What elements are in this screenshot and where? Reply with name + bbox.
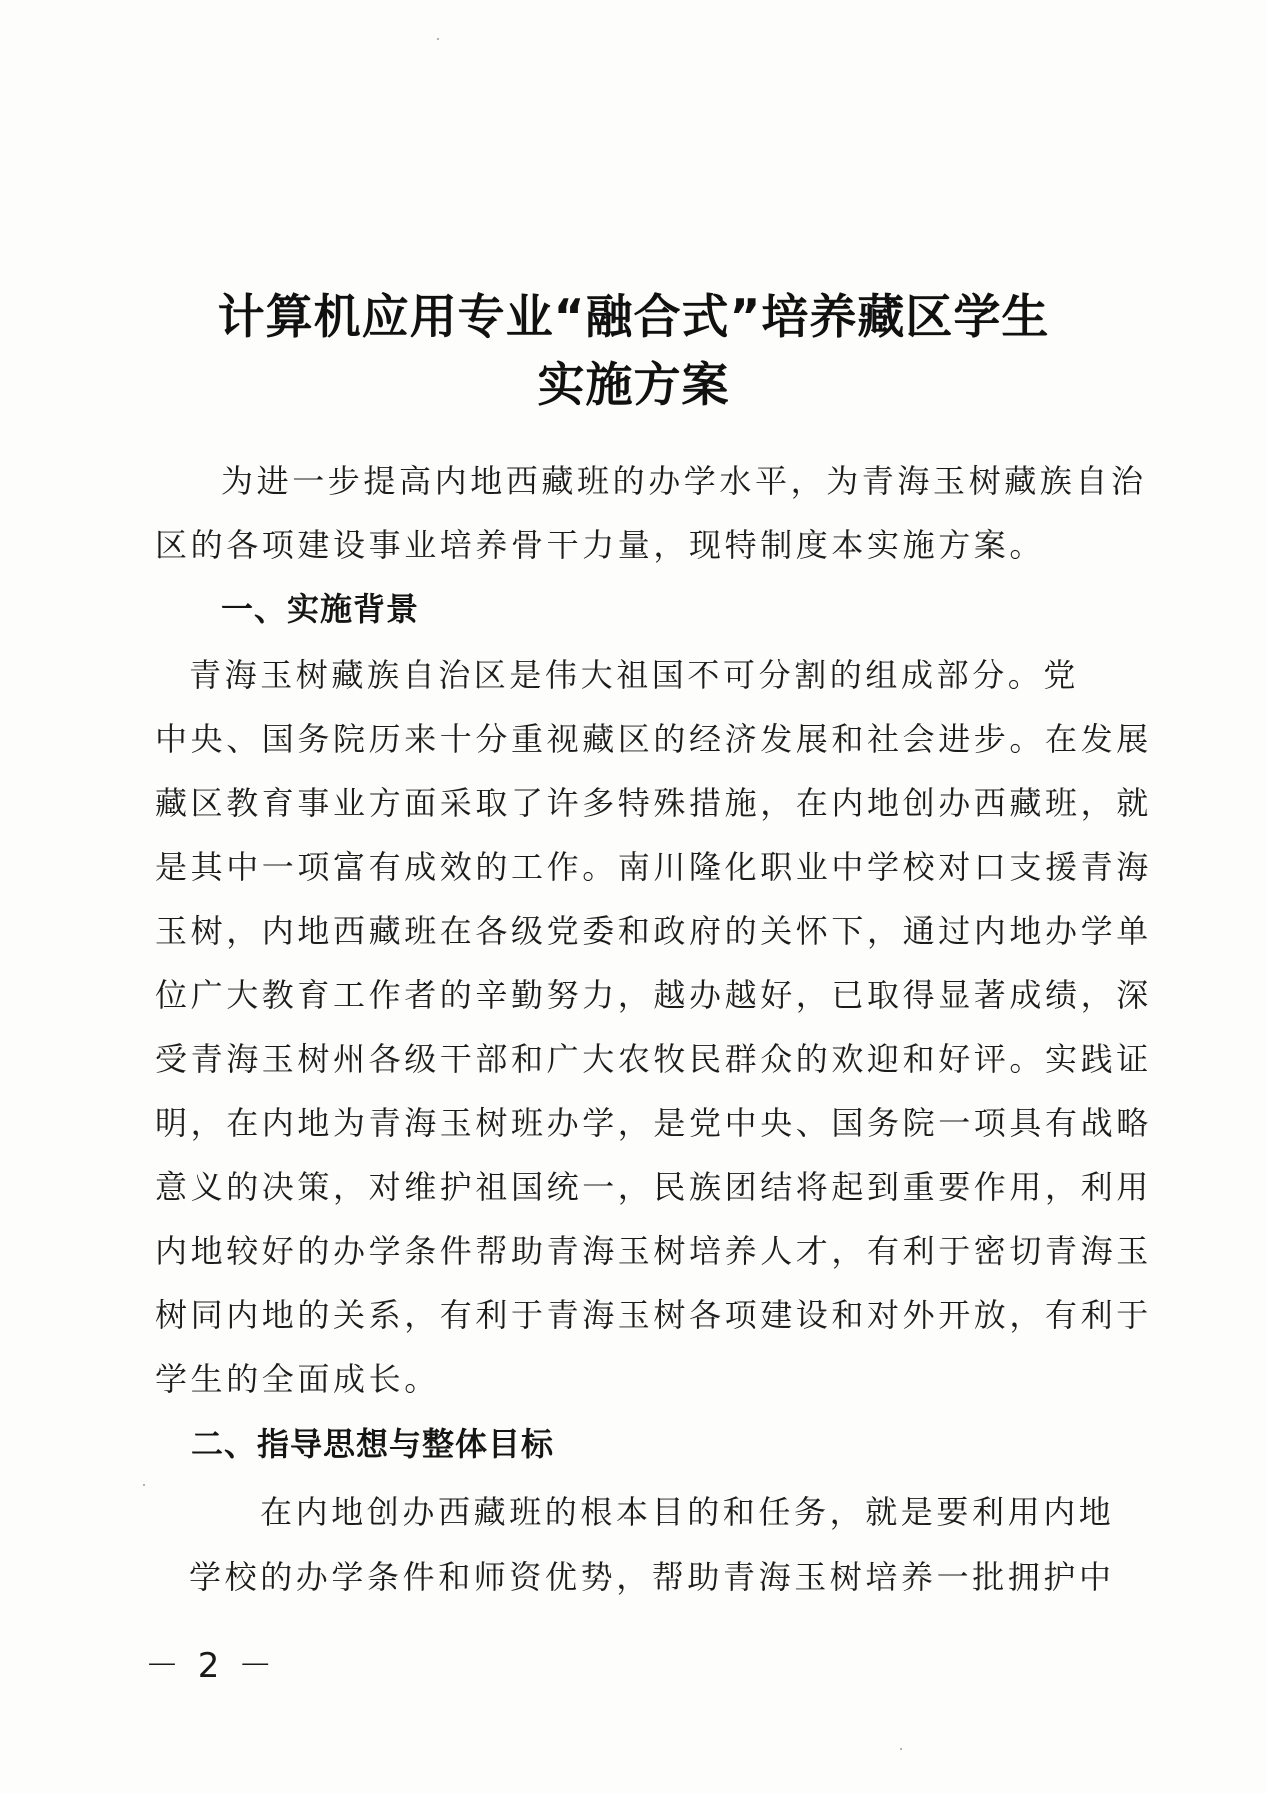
scan-speck: [437, 38, 439, 40]
section1-paragraph-line: 青海玉树藏族自治区是伟大祖国不可分割的组成部分。党: [189, 656, 1080, 694]
section1-paragraph-line: 位广大教育工作者的辛勤努力，越办越好，已取得显著成绩，深: [155, 976, 1152, 1014]
page-number: － 2 －: [145, 1646, 277, 1686]
section-heading-background: 一、实施背景: [221, 590, 420, 628]
section1-paragraph-line: 学生的全面成长。: [155, 1360, 440, 1398]
section1-paragraph-line: 内地较好的办学条件帮助青海玉树培养人才，有利于密切青海玉: [155, 1232, 1152, 1270]
section1-paragraph-line: 树同内地的关系，有利于青海玉树各项建设和对外开放，有利于: [155, 1296, 1152, 1334]
section1-paragraph-line: 中央、国务院历来十分重视藏区的经济发展和社会进步。在发展: [155, 720, 1152, 758]
section2-paragraph-line: 学校的办学条件和师资优势，帮助青海玉树培养一批拥护中: [189, 1558, 1115, 1596]
section1-paragraph-line: 藏区教育事业方面采取了许多特殊措施，在内地创办西藏班，就: [155, 784, 1152, 822]
section1-paragraph-line: 是其中一项富有成效的工作。南川隆化职业中学校对口支援青海: [155, 848, 1152, 886]
section-heading-guiding-ideology: 二、指导思想与整体目标: [191, 1425, 555, 1463]
intro-paragraph-line-1: 为进一步提高内地西藏班的办学水平，为青海玉树藏族自治: [221, 462, 1147, 500]
scan-speck: [143, 1484, 145, 1486]
section1-paragraph-line: 明，在内地为青海玉树班办学，是党中央、国务院一项具有战略: [155, 1104, 1152, 1142]
section1-paragraph-line: 受青海玉树州各级干部和广大农牧民群众的欢迎和好评。实践证: [155, 1040, 1152, 1078]
intro-paragraph-line-2: 区的各项建设事业培养骨干力量，现特制度本实施方案。: [155, 526, 1046, 564]
document-title-line-2: 实施方案: [537, 358, 730, 413]
section1-paragraph-line: 玉树，内地西藏班在各级党委和政府的关怀下，通过内地办学单: [155, 912, 1152, 950]
document-title-line-1: 计算机应用专业“融合式”培养藏区学生: [217, 290, 1050, 345]
scan-speck: [900, 1748, 902, 1750]
section2-paragraph-line: 在内地创办西藏班的根本目的和任务，就是要利用内地: [260, 1493, 1115, 1531]
section1-paragraph-line: 意义的决策，对维护祖国统一，民族团结将起到重要作用，利用: [155, 1168, 1152, 1206]
